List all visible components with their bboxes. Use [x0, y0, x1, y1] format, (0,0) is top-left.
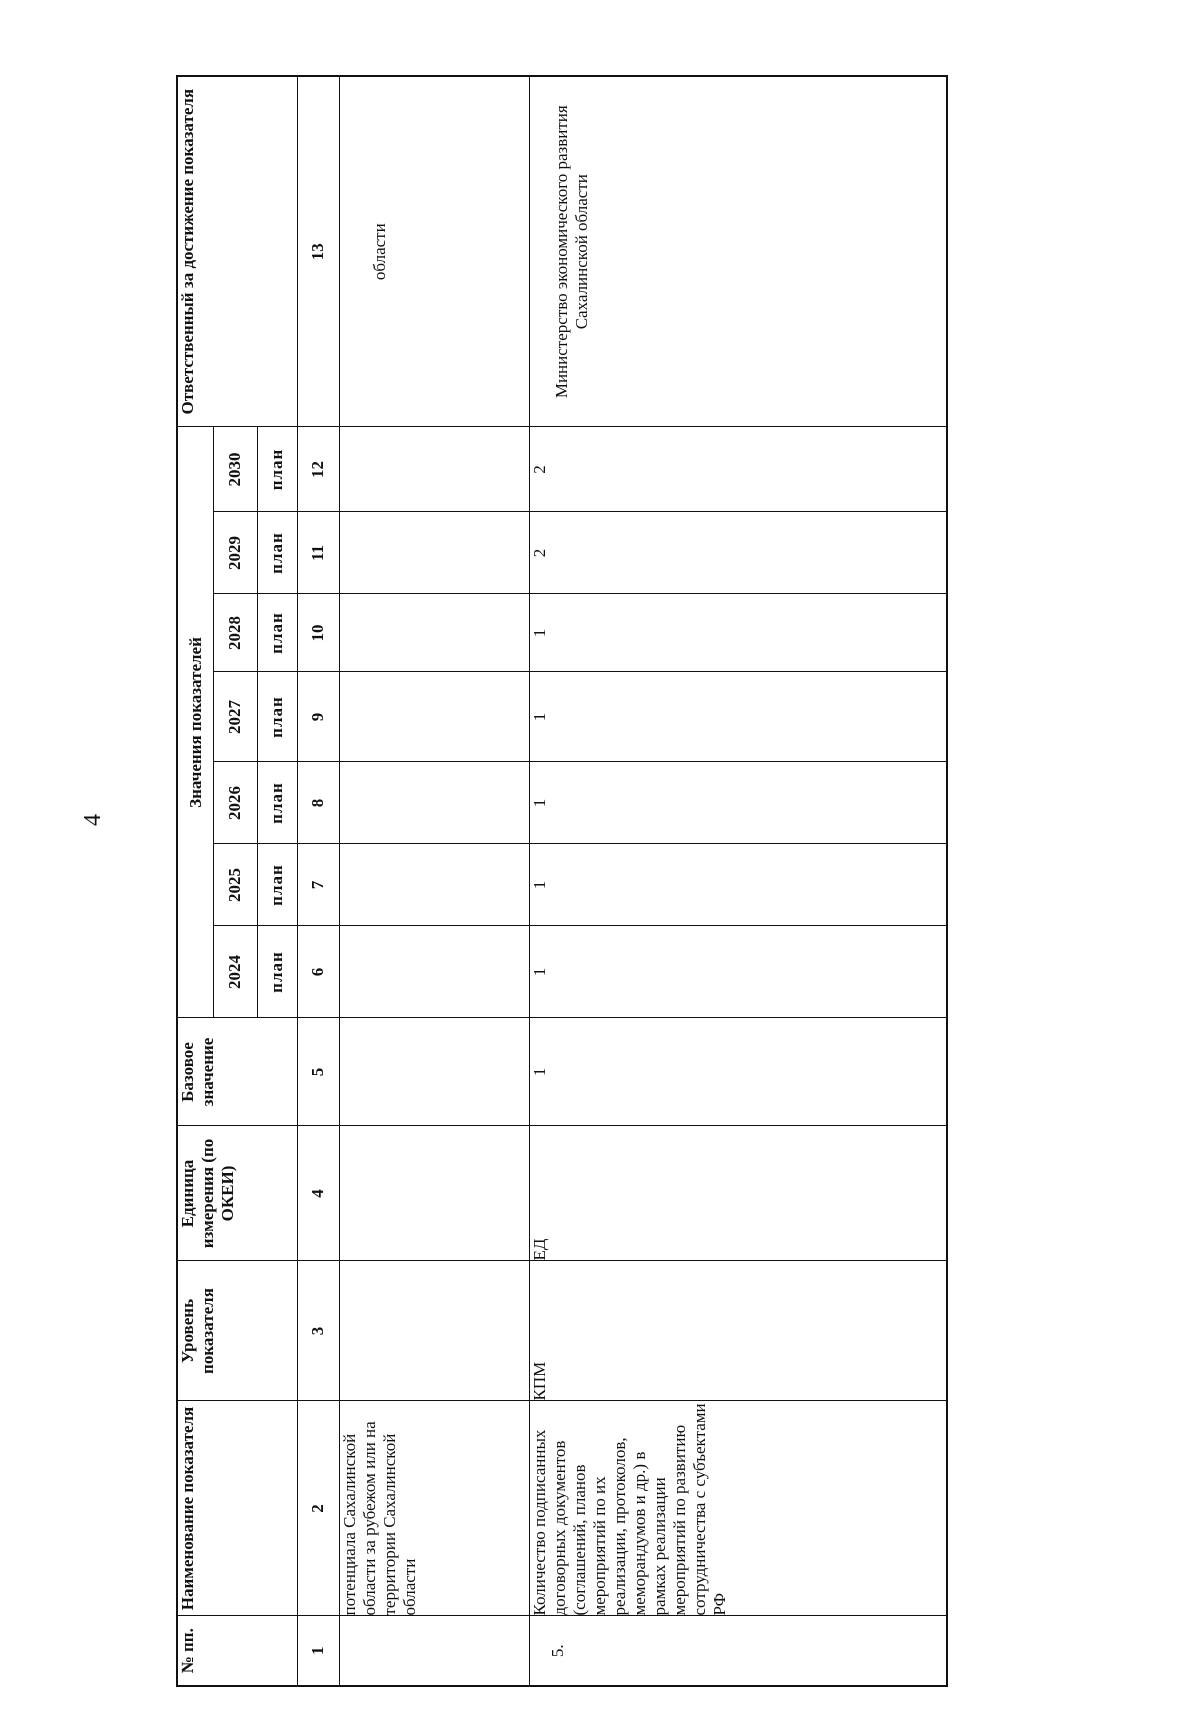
header-plan: план — [257, 672, 297, 762]
column-number: 3 — [297, 1261, 339, 1401]
row-value: 2 — [529, 512, 947, 594]
row-value: 1 — [529, 594, 947, 672]
row-value — [339, 926, 529, 1018]
header-values-group: Значения показателей — [177, 427, 213, 1018]
row-unit: ЕД — [529, 1126, 947, 1261]
indicator-table — [176, 75, 948, 1687]
header-plan: план — [257, 594, 297, 672]
header-year: 2030 — [213, 427, 257, 512]
column-number: 5 — [297, 1018, 339, 1126]
header-year: 2026 — [213, 762, 257, 844]
row-unit — [339, 1126, 529, 1261]
column-number: 11 — [297, 512, 339, 594]
header-no: № пп. — [177, 1616, 297, 1686]
column-number: 8 — [297, 762, 339, 844]
header-year: 2027 — [213, 672, 257, 762]
header-unit: Единица измерения (по ОКЕИ) — [177, 1126, 297, 1261]
row-value — [339, 594, 529, 672]
row-value — [339, 512, 529, 594]
row-level: КПМ — [529, 1261, 947, 1401]
row-value: 1 — [529, 844, 947, 926]
row-responsible: Министерство экономического развития Сахалинской области — [529, 76, 947, 427]
row-value: 1 — [529, 672, 947, 762]
column-number: 9 — [297, 672, 339, 762]
header-year: 2028 — [213, 594, 257, 672]
row-base — [339, 1018, 529, 1126]
header-level: Уровень показателя — [177, 1261, 297, 1401]
row-responsible: области — [339, 76, 529, 427]
header-plan: план — [257, 844, 297, 926]
row-value — [339, 427, 529, 512]
header-year: 2025 — [213, 844, 257, 926]
header-year: 2024 — [213, 926, 257, 1018]
column-number: 12 — [297, 427, 339, 512]
table-row — [529, 76, 947, 1686]
column-number: 6 — [297, 926, 339, 1018]
row-no: 5. — [529, 1616, 947, 1686]
row-value — [339, 762, 529, 844]
row-value — [339, 672, 529, 762]
header-base: Базовое значение — [177, 1018, 297, 1126]
row-value: 2 — [529, 427, 947, 512]
header-plan: план — [257, 926, 297, 1018]
row-level — [339, 1261, 529, 1401]
page-number: 4 — [80, 814, 106, 826]
column-number: 13 — [297, 76, 339, 427]
indicator-table-wrapper — [176, 77, 946, 1687]
column-number: 10 — [297, 594, 339, 672]
table-row — [339, 76, 529, 1686]
header-plan: план — [257, 427, 297, 512]
row-value — [339, 844, 529, 926]
row-value: 1 — [529, 926, 947, 1018]
row-name: потенциала Сахалинской области за рубежом или на территории Сахалинской области — [339, 1401, 529, 1616]
header-plan: план — [257, 762, 297, 844]
column-number: 7 — [297, 844, 339, 926]
header-responsible: Ответственный за достижение показателя — [177, 76, 297, 427]
row-base: 1 — [529, 1018, 947, 1126]
header-year: 2029 — [213, 512, 257, 594]
column-number-row — [297, 76, 339, 1686]
header-name: Наименование показателя — [177, 1401, 297, 1616]
header-row-1 — [177, 76, 213, 1686]
header-plan: план — [257, 512, 297, 594]
row-no — [339, 1616, 529, 1686]
row-value: 1 — [529, 762, 947, 844]
column-number: 4 — [297, 1126, 339, 1261]
column-number: 1 — [297, 1616, 339, 1686]
column-number: 2 — [297, 1401, 339, 1616]
row-name: Количество подписанных договорных документов (соглашений, планов мероприятий по их реализации, протоколов, меморандумов и др.) в рамках реализации мероприятий по развитию сотрудничества с субъектами РФ — [529, 1401, 947, 1616]
